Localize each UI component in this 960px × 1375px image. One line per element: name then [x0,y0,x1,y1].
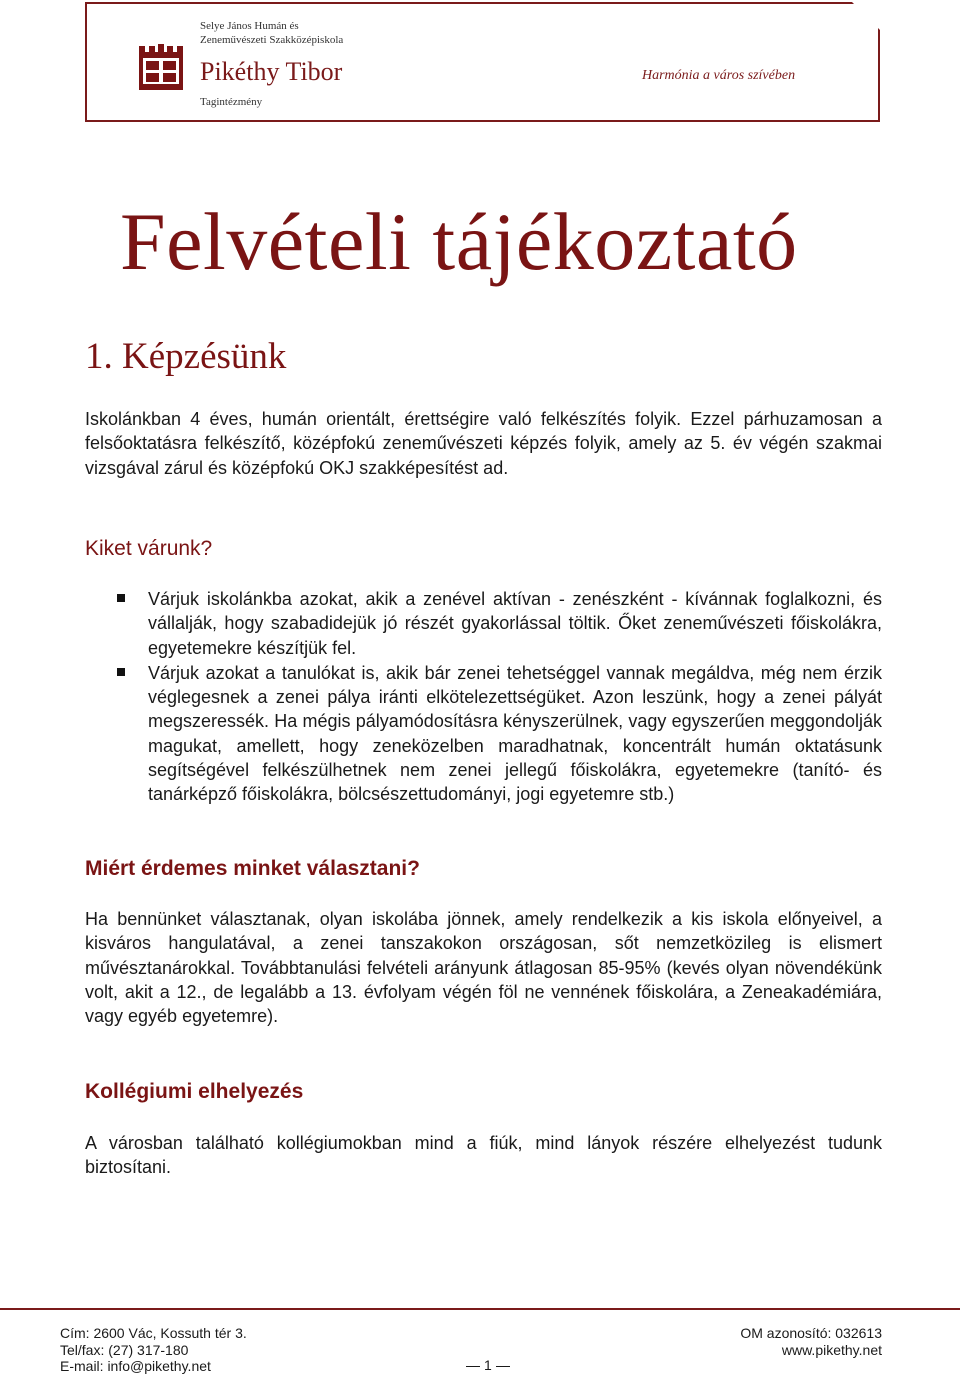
intro-paragraph: Iskolánkban 4 éves, humán orientált, érettségire való felkészítés folyik. Ezzel párhuzamosan a felsőoktatásra felkészítő, középfokú zeneművészeti képzés folyik, amely az 5. év végén szakmai vizsgával zárul és középfokú OKJ szakképesítést ad. [85,409,882,478]
list-item-text: Várjuk azokat a tanulókat is, akik bár zenei tehetséggel vannak megáldva, még nem érzik véglegesnek a zenei pálya iránti elkötelezettségüket. Azon leszünk, hogy a zenei pályát megszeressék. Ha mégis pályamódosításra kényszerülnek, vagy egyszerűen meggondolják magukat, amellett, hogy zeneközelben maradhatnak, koncentrált humán oktatásunk segítségével felkészülhetnek nem zenei jellegű főiskolákra, egyetemekre (tanító- és tanárképző főiskolákra, bölcsészettudományi, jogi egyetemre stb.) [148,662,882,805]
page-number [462,1357,514,1373]
list-item [85,587,882,660]
college-heading: Kollégiumi elhelyezés [85,1080,304,1103]
letterhead-corner-cut [852,2,880,30]
school-motto: Harmónia a város szívében [642,68,796,83]
list-item-text: Várjuk iskolánkba azokat, akik a zenével aktívan - zenészként - kívánnak foglalkozni, és vállalják, hogy szabadidejük jó részét gyakorlással töltik. Őket zeneművészeti főiskolákra, egyetemekre készítjük fel. [148,589,882,658]
footer-email[interactable]: E-mail: info@pikethy.net [60,1358,211,1374]
footer-website[interactable]: www.pikethy.net [781,1341,882,1358]
document-title: Felvételi tájékoztató [120,196,798,287]
college-paragraph: A városban található kollégiumokban mind a fiúk, mind lányok részére elhelyezést tudunk biztosítani. [85,1133,882,1178]
why-choose-heading: Miért érdemes minket választani? [85,857,420,880]
bullet-list [85,587,882,808]
page-number-value: 1 [484,1357,492,1373]
institution-name: Pikéthy Tibor [200,57,343,86]
why-choose-paragraph: Ha bennünket választanak, olyan iskolába jönnek, amely rendelkezik a kis iskola előnyeivel, a kisváros hangulatával, a zenei tanszakokon országosan, sőt nemzetközileg is elismert művésztanárokkal. Továbbtanulási felvételi arányunk átlagosan 85-95% (kevés olyan növendékünk volt, akit a 12., de legalább a 13. évfolyam végén föl ne vennének főiskolára, a Zeneakadémiára, vagy egyéb egyetemre). [85,909,882,1027]
institution-subtitle: Tagintézmény [200,96,263,108]
square-bullet-icon [117,668,125,676]
footer-address: Cím: 2600 Vác, Kossuth tér 3. [60,1325,247,1341]
footer-om-id: OM azonosító: 032613 [740,1325,882,1341]
footer-contact [60,1325,247,1375]
section-title: 1. Képzésünk [85,336,287,377]
letterhead [85,2,880,122]
footer-ids [740,1325,882,1358]
institution-line-2: Zeneművészeti Szakközépiskola [200,34,344,46]
kiket-varunk-heading: Kiket várunk? [85,537,213,560]
footer-divider [0,1308,960,1310]
square-bullet-icon [117,594,125,602]
list-item [85,661,882,807]
footer-phone: Tel/fax: (27) 317-180 [60,1341,189,1358]
school-crest-logo [135,44,187,96]
institution-line-1: Selye János Humán és [200,20,299,32]
